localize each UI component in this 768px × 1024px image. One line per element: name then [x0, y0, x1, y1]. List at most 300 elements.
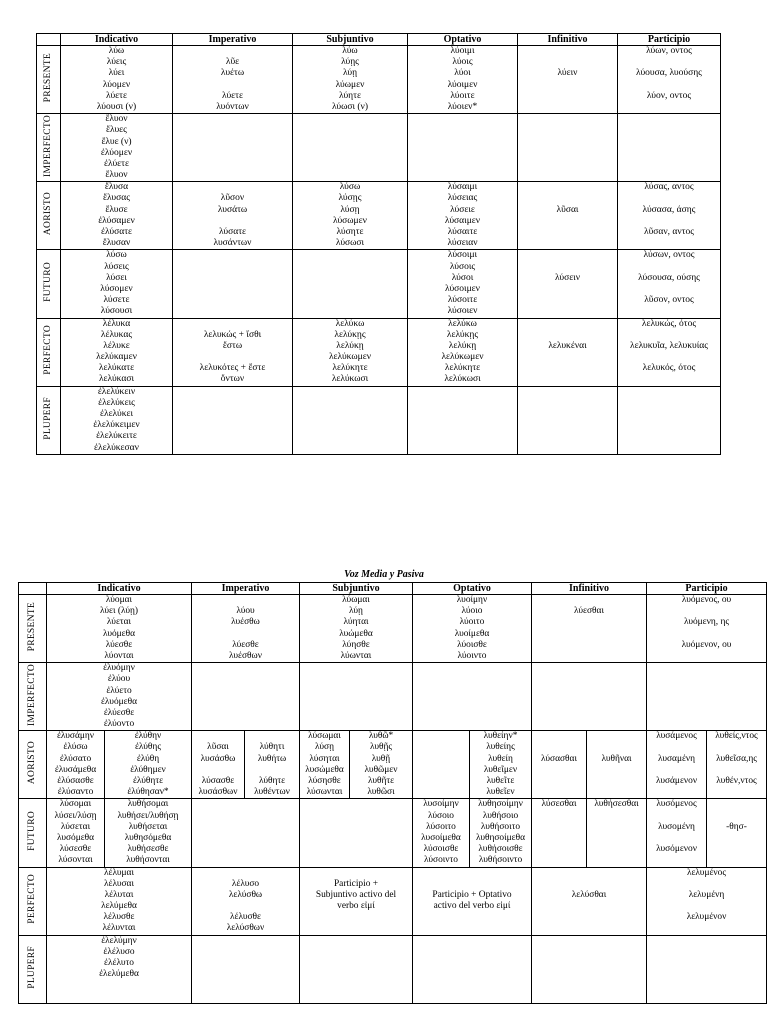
form-line: ἐλύθητε: [132, 776, 164, 786]
form-line: [518, 330, 617, 341]
form-line: [300, 855, 412, 866]
form-line: ἐλελύκειτε: [96, 431, 137, 442]
form-line: ἐλύετο: [106, 685, 132, 696]
part-cell: [647, 663, 767, 731]
ind-cell: [61, 114, 173, 182]
form-line: λύσασθε: [201, 776, 235, 786]
form-line: [532, 686, 646, 697]
form-line: λύσουσα, ούσης: [638, 272, 700, 283]
form-line: ἔλυσε: [105, 204, 128, 215]
tense-label-cell: [19, 799, 47, 867]
form-line: λυθήσομαι: [127, 799, 169, 810]
part-cell: [618, 250, 721, 318]
form-line: [413, 765, 469, 776]
form-line: [173, 159, 292, 170]
form-line: λύουσα, λυούσης: [636, 68, 702, 79]
part-passive-cell: [707, 731, 767, 799]
form-line: [293, 398, 407, 409]
form-line: λυθήσοιτο: [480, 821, 521, 832]
form-line: [413, 787, 469, 798]
form-line: λέλυνται: [102, 923, 136, 934]
col-header-participio: Participio: [647, 583, 767, 595]
form-line: λυσάμενος: [656, 731, 697, 742]
form-line: λύομεν: [102, 79, 131, 90]
form-line: [413, 969, 531, 980]
form-line: [532, 708, 646, 719]
inf-middle-cell: [532, 799, 587, 867]
imp-passive-cell: [245, 731, 300, 799]
form-line: λύεις: [106, 57, 127, 68]
form-line: [518, 398, 617, 409]
part-cell: [618, 386, 721, 454]
form-line: [647, 686, 766, 697]
form-line: λύσομαι: [59, 799, 92, 810]
form-line: λελυκέναι: [548, 340, 587, 351]
form-line: λύεται: [106, 617, 132, 628]
form-line: [192, 708, 299, 719]
form-line: λέλυσο: [231, 878, 260, 889]
form-line: [408, 387, 517, 398]
form-line: [707, 799, 766, 810]
form-line: [293, 431, 407, 442]
opt-cell: [413, 867, 532, 935]
ind-cell: [61, 250, 173, 318]
ind-passive-cell: [105, 731, 192, 799]
form-line: [647, 992, 766, 1003]
form-line: ἐλελύκειν: [97, 386, 136, 397]
form-line: ἐλυόμεθα: [100, 696, 137, 707]
form-line: λελυκυῖα, λελυκυίας: [629, 340, 709, 351]
form-line: ἐλύθημεν: [130, 764, 166, 775]
tense-label: PERFECTO: [26, 874, 37, 924]
imp-cell: [192, 663, 300, 731]
form-line: [408, 443, 517, 454]
form-line: λύοιτε: [450, 90, 475, 101]
form-line: [300, 799, 412, 810]
form-line: [192, 947, 299, 958]
part-passive-cell: [707, 799, 767, 867]
form-line: λυθήσει/λυθήσῃ: [117, 810, 179, 821]
form-line: [532, 923, 646, 934]
form-line: [518, 159, 617, 170]
form-line: [408, 398, 517, 409]
form-line: λέλυμαι: [104, 867, 134, 878]
subj-cell: [300, 799, 413, 867]
form-line: λύσωνται: [306, 787, 343, 798]
form-line: λύσοισθε: [423, 844, 459, 855]
form-line: [618, 443, 720, 454]
form-line: [532, 731, 586, 742]
form-line: [618, 330, 720, 341]
form-line: λύθητε: [258, 776, 286, 786]
inf-passive-cell: [587, 799, 647, 867]
form-line: λύηται: [343, 617, 369, 628]
form-line: [293, 262, 407, 273]
form-line: λύσας, αντος: [644, 182, 694, 193]
form-line: Participio +: [333, 878, 379, 889]
form-line: [532, 868, 646, 879]
form-line: λύσασθαι: [541, 753, 577, 764]
imp-cell: [173, 386, 293, 454]
tense-label-cell: [19, 731, 47, 799]
form-line: [618, 216, 720, 227]
opt-cell: [408, 250, 518, 318]
form-line: [192, 663, 299, 674]
form-line: [532, 640, 646, 651]
ind-middle-cell: [47, 731, 105, 799]
form-line: [300, 719, 412, 730]
form-line: λύσαιμεν: [444, 215, 481, 226]
form-line: [293, 170, 407, 181]
form-line: λελυκός, ότος: [642, 363, 696, 374]
form-line: [647, 901, 766, 912]
form-line: λύσατε: [218, 227, 247, 237]
form-line: λύσειε: [450, 204, 475, 215]
form-line: λῦσον, οντος: [644, 295, 694, 306]
tense-row: [37, 318, 721, 386]
form-line: λύσονται: [58, 855, 93, 866]
form-line: [532, 765, 586, 776]
form-line: [518, 114, 617, 125]
form-line: λέλυσθε: [230, 912, 261, 923]
ind-cell: [61, 46, 173, 114]
form-line: ἐλελύμην: [101, 935, 137, 946]
opt-middle-cell: [413, 799, 470, 867]
imp-cell: [173, 46, 293, 114]
form-line: λύησθε: [342, 639, 370, 650]
tense-label: PLUPERF: [26, 945, 37, 989]
form-line: λύῃς: [341, 57, 359, 68]
inf-cell: [518, 250, 618, 318]
form-line: λελύκῃς: [446, 329, 479, 340]
form-line: [647, 674, 766, 685]
opt-cell: [408, 46, 518, 114]
form-line: λυθῶ*: [368, 731, 394, 742]
form-line: [518, 387, 617, 398]
form-line: [647, 663, 766, 674]
form-line: λύωμεν: [335, 79, 365, 90]
form-line: λυώμεθα: [339, 628, 373, 639]
form-line: λυόμενος, ου: [681, 595, 732, 605]
form-line: λύσωμεν: [333, 215, 367, 226]
tense-label-cell: [19, 935, 47, 1003]
form-line: λύσω: [339, 182, 361, 193]
form-line: [408, 137, 517, 148]
form-line: [647, 811, 706, 822]
form-line: λελύκωμεν: [328, 352, 372, 363]
form-line: [173, 306, 292, 317]
form-line: λύσοιτο: [426, 821, 456, 832]
form-line: [707, 855, 766, 866]
form-line: ἐλελύκειμεν: [93, 420, 140, 431]
form-line: ὄντων: [220, 374, 245, 385]
form-line: λύσειαν: [447, 238, 478, 249]
imp-cell: [173, 318, 293, 386]
form-line: ἐλύοντο: [103, 719, 135, 730]
subj-cell: [293, 250, 408, 318]
form-line: [518, 193, 617, 204]
form-line: λύεσθαι: [574, 606, 604, 617]
form-line: [532, 629, 646, 640]
form-line: λυόμενον, ου: [681, 639, 732, 650]
form-line: [618, 193, 720, 204]
form-line: λύσετε: [103, 295, 130, 306]
form-line: [707, 742, 766, 753]
form-line: λυθήσοιο: [482, 810, 519, 821]
form-line: λελύκῃς: [334, 329, 366, 340]
form-line: [293, 420, 407, 431]
form-line: λύωμαι: [342, 595, 370, 605]
form-line: λυθείς,ντος: [715, 731, 758, 742]
form-line: [707, 833, 766, 844]
form-line: [192, 595, 299, 606]
form-line: [293, 443, 407, 454]
form-line: [647, 742, 706, 753]
col-header-subjuntivo: Subjuntivo: [300, 583, 413, 595]
form-line: [518, 431, 617, 442]
form-line: ἐλυσάμεθα: [54, 764, 97, 775]
form-line: [532, 651, 646, 662]
form-line: [173, 409, 292, 420]
form-line: λῦσαι: [556, 204, 579, 215]
form-line: λύσειν: [554, 272, 581, 283]
form-line: λυθῇ: [371, 753, 391, 764]
form-line: [413, 868, 531, 879]
form-line: [647, 936, 766, 947]
subj-cell: [293, 318, 408, 386]
form-line: [245, 731, 299, 742]
form-line: [300, 958, 412, 969]
subj-middle-cell: [300, 731, 350, 799]
tense-label: IMPERFECTO: [42, 114, 53, 177]
form-line: λύουσι (ν): [96, 101, 137, 112]
form-line: [192, 822, 299, 833]
form-line: ἐλυόμην: [103, 663, 135, 674]
form-line: λύθητι: [259, 742, 285, 753]
form-line: [647, 651, 766, 662]
form-line: [192, 844, 299, 855]
form-line: λυέσθων: [229, 650, 262, 661]
form-line: λυθήσεσθε: [127, 844, 169, 855]
form-line: λελυμένη: [688, 889, 725, 900]
tense-label: PRESENTE: [26, 601, 37, 652]
form-line: [618, 374, 720, 385]
form-line: λύειν: [557, 68, 578, 79]
form-line: [300, 833, 412, 844]
form-line: λελύκωσι: [444, 374, 481, 385]
form-line: λύσηται: [309, 753, 340, 764]
form-line: [413, 980, 531, 991]
active-header-row: [37, 34, 721, 46]
part-middle-cell: [647, 799, 707, 867]
form-line: [192, 936, 299, 947]
form-line: λύσει: [106, 272, 127, 283]
form-line: λυθησοίμην: [478, 799, 523, 810]
form-line: [618, 262, 720, 273]
opt-cell: [408, 386, 518, 454]
form-line: [518, 148, 617, 159]
form-line: λύωσι (ν): [331, 101, 369, 112]
form-line: λύσητε: [336, 227, 364, 237]
col-header-optativo: Optativo: [413, 583, 532, 595]
form-line: [300, 708, 412, 719]
imp-cell: [192, 595, 300, 663]
inf-passive-cell: [587, 731, 647, 799]
form-line: [293, 306, 407, 317]
form-line: [173, 443, 292, 454]
form-line: λύοιμεν: [447, 79, 478, 90]
form-line: [647, 958, 766, 969]
form-line: ἔλυσα: [104, 182, 129, 193]
form-line: λύσασα, άσης: [642, 204, 696, 215]
inf-cell: [518, 386, 618, 454]
form-line: [192, 980, 299, 991]
form-line: [293, 159, 407, 170]
form-line: Participio + Optativo: [432, 889, 512, 900]
form-line: ἐλύομεν: [100, 147, 133, 158]
form-line: [618, 420, 720, 431]
imp-cell: [192, 867, 300, 935]
form-line: ἔστω: [222, 340, 243, 351]
form-line: [173, 284, 292, 295]
tense-label: PRESENTE: [42, 52, 53, 103]
subj-cell: [300, 935, 413, 1003]
form-line: λελύκω: [335, 318, 365, 329]
form-line: λυσοίμεθα: [421, 832, 461, 843]
tense-label: PLUPERF: [42, 396, 53, 440]
tense-row-aoristo: [19, 731, 767, 799]
form-line: -θησ-: [726, 821, 747, 832]
middle-header-row: [19, 583, 767, 595]
form-line: [707, 787, 766, 798]
form-line: λυσόμενος: [656, 799, 697, 810]
form-line: [532, 697, 646, 708]
form-line: [587, 822, 646, 833]
form-line: λυθείη: [488, 753, 513, 764]
form-line: λελύκω: [448, 318, 477, 329]
form-line: λελύκῃ: [448, 340, 477, 351]
form-line: λύσοι: [451, 272, 474, 283]
form-line: λέλυκε: [103, 340, 130, 351]
col-header-infinitivo: Infinitivo: [532, 583, 647, 595]
form-line: [618, 306, 720, 317]
form-line: [618, 398, 720, 409]
form-line: λυθῶσι: [367, 787, 395, 798]
form-line: λελύσθων: [226, 923, 265, 934]
form-line: [173, 387, 292, 398]
inf-cell: [518, 318, 618, 386]
form-line: [647, 629, 766, 640]
form-line: λυοίμεθα: [454, 628, 490, 639]
form-line: [293, 250, 407, 261]
form-line: λύων, οντος: [646, 46, 692, 56]
form-line: [192, 731, 244, 742]
tense-row: [37, 182, 721, 250]
form-line: λυθήσεσθαι: [594, 799, 639, 810]
form-line: λύσωμαι: [308, 731, 341, 742]
middle-passive-title: Voz Media y Pasiva: [344, 569, 424, 580]
form-line: [587, 765, 646, 776]
tense-label: IMPERFECTO: [26, 663, 37, 726]
form-line: [532, 595, 646, 606]
form-line: λελύμεθα: [101, 901, 137, 912]
form-line: λυσομένη: [658, 821, 695, 832]
opt-cell: [413, 935, 532, 1003]
form-line: [413, 674, 531, 685]
inf-cell: [532, 867, 647, 935]
form-line: [587, 855, 646, 866]
form-line: [293, 409, 407, 420]
col-header-infinitivo: Infinitivo: [518, 34, 618, 46]
opt-cell: [413, 663, 532, 731]
form-line: [192, 901, 299, 912]
form-line: λυθησόμεθα: [124, 832, 172, 843]
tense-label-cell: [19, 867, 47, 935]
form-line: λυθῆναι: [601, 753, 632, 764]
form-line: [618, 125, 720, 136]
form-line: [618, 431, 720, 442]
tense-label-cell: [37, 318, 61, 386]
form-line: [518, 91, 617, 102]
form-line: [532, 617, 646, 628]
form-line: [618, 409, 720, 420]
form-line: λύοιο: [461, 606, 483, 617]
form-line: ἔλυον: [105, 170, 128, 181]
form-line: [618, 57, 720, 68]
form-line: [587, 776, 646, 787]
tense-label-cell: [37, 114, 61, 182]
tense-label: AORISTO: [26, 741, 37, 785]
form-line: [518, 80, 617, 91]
part-cell: [647, 867, 767, 935]
imp-middle-cell: [192, 731, 245, 799]
form-line: [647, 855, 706, 866]
form-line: [532, 811, 586, 822]
tense-row-pluperf: [19, 935, 767, 1003]
form-line: λύσοιεν: [447, 306, 478, 317]
form-line: λυσαμένη: [657, 753, 696, 764]
form-line: λύσωσι: [335, 238, 365, 249]
form-line: [647, 969, 766, 980]
col-header-optativo: Optativo: [408, 34, 518, 46]
form-line: [192, 799, 299, 810]
form-line: [532, 936, 646, 947]
form-line: λέλυκα: [102, 318, 131, 329]
opt-passive-cell: [470, 731, 532, 799]
form-line: λύον, οντος: [646, 90, 692, 101]
form-line: [413, 992, 531, 1003]
tense-row-imperfecto: [19, 663, 767, 731]
form-line: [647, 719, 766, 730]
form-line: [173, 170, 292, 181]
form-line: [300, 686, 412, 697]
form-line: [413, 708, 531, 719]
form-line: [532, 844, 586, 855]
opt-cell: [413, 595, 532, 663]
form-line: [192, 958, 299, 969]
form-line: ἐλύεσθε: [103, 707, 135, 718]
form-line: λῦε: [225, 57, 240, 68]
col-header-participio: Participio: [618, 34, 721, 46]
form-line: [413, 923, 531, 934]
form-line: [300, 674, 412, 685]
form-line: λύω: [108, 46, 125, 56]
form-line: activo del verbo εἰμί: [433, 901, 511, 912]
tense-row: [37, 250, 721, 318]
form-line: λύεσθε: [232, 639, 259, 650]
form-line: [532, 947, 646, 958]
form-line: [300, 697, 412, 708]
